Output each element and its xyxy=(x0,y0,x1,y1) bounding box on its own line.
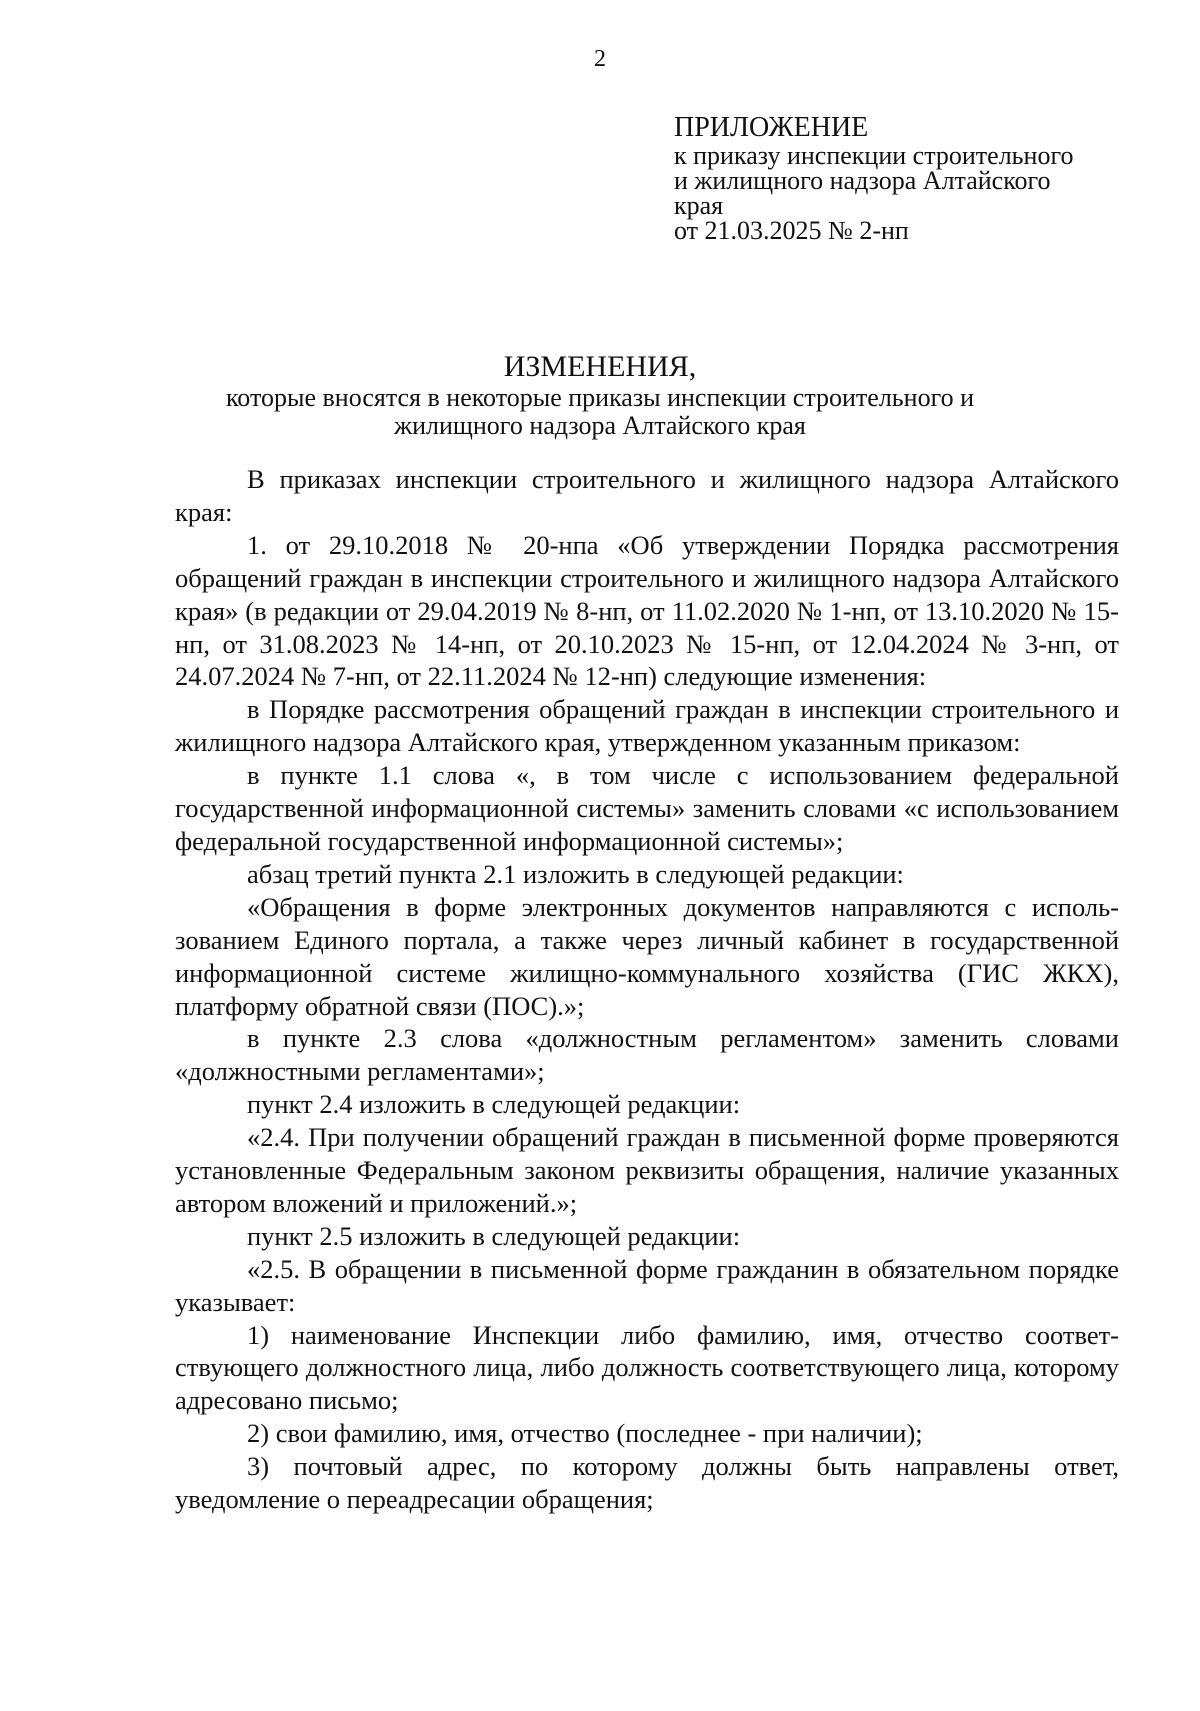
body-paragraph: «2.5. В обращении в письменной форме гражданин в обязательном порядке указывает: xyxy=(175,1253,1119,1317)
page-number: 2 xyxy=(594,46,606,72)
document-subtitle-line: которые вносятся в некоторые приказы инспекции строительного и xyxy=(226,383,974,412)
appendix-title: ПРИЛОЖЕНИЕ xyxy=(674,112,869,143)
document-title: ИЗМЕНЕНИЯ, xyxy=(503,350,697,383)
body-paragraph: 1) наименование Инспекции либо фамилию, имя, отчество соответствующего должностного лица, либо должность соответствующего лица, которому адресовано письмо; xyxy=(175,1319,1119,1416)
document-subtitle-line: жилищного надзора Алтайского края xyxy=(394,411,806,440)
body-paragraph: в Порядке рассмотрения обращений граждан в инспекции строительного и жилищного надзора Алтайского края, утвержденном указанным приказом: xyxy=(175,694,1119,758)
appendix-block xyxy=(674,113,1174,243)
body-paragraph: 3) почтовый адрес, по которому должны быть направлены ответ, уведомление о переадресации обращения; xyxy=(175,1451,1119,1515)
body-paragraph: 1. от 29.10.2018 № 20-нпа «Об утверждении Порядка рассмотрения обращений граждан в инспекции строительного и жилищного надзора Алтайского края» (в редакции от 29.04.2019 № 8-нп, от 11.02.2020 № 1-нп, от 13.10.2020 № 15-нп, от 31.08.2023 № 14-нп, от 20.10.2023 № 15-нп, от 12.04.2024 № 3-нп, от 24.07.2024 № 7-нп, от 22.11.2024 № 12-нп) следующие изменения: xyxy=(175,529,1119,692)
body-paragraph: в пункте 2.3 слова «должностным регламентом» заменить словами «должностными регламентами»; xyxy=(175,1023,1119,1087)
document-heading xyxy=(0,350,1200,440)
body-paragraph: пункт 2.4 изложить в следующей редакции: xyxy=(247,1089,741,1120)
appendix-date-number: от 21.03.2025 № 2-нп xyxy=(674,216,909,245)
body-paragraph: абзац третий пункта 2.1 изложить в следующей редакции: xyxy=(247,858,904,889)
body-paragraph: «Обращения в форме электронных документов направляются с использованием Единого портала, а также через личный кабинет в государственной информационной системе жилищно-коммунального хозяйства (ГИС ЖКХ), платформу обратной связи (ПОС).»; xyxy=(175,891,1119,1021)
body-paragraph: В приказах инспекции строительного и жилищного надзора Алтайского края: xyxy=(175,464,1119,527)
appendix-line: края xyxy=(674,191,724,220)
body-paragraph: в пункте 1.1 слова «, в том числе с использованием федеральной государственной информационной системы» заменить словами «с использованием федеральной государственной информационной системы»; xyxy=(175,760,1119,856)
body-paragraph: 2) свои фамилию, имя, отчество (последнее - при наличии); xyxy=(247,1418,923,1449)
appendix-line: к приказу инспекции строительного xyxy=(674,141,1074,170)
body-paragraph: «2.4. При получении обращений граждан в письменной форме проверяются установленные Федеральным законом реквизиты обращения, наличие указанных автором вложений и приложений.»; xyxy=(175,1122,1119,1218)
document-body xyxy=(175,463,1119,1516)
appendix-line: и жилищного надзора Алтайского xyxy=(674,166,1051,195)
body-paragraph: пункт 2.5 изложить в следующей редакции: xyxy=(247,1220,741,1251)
